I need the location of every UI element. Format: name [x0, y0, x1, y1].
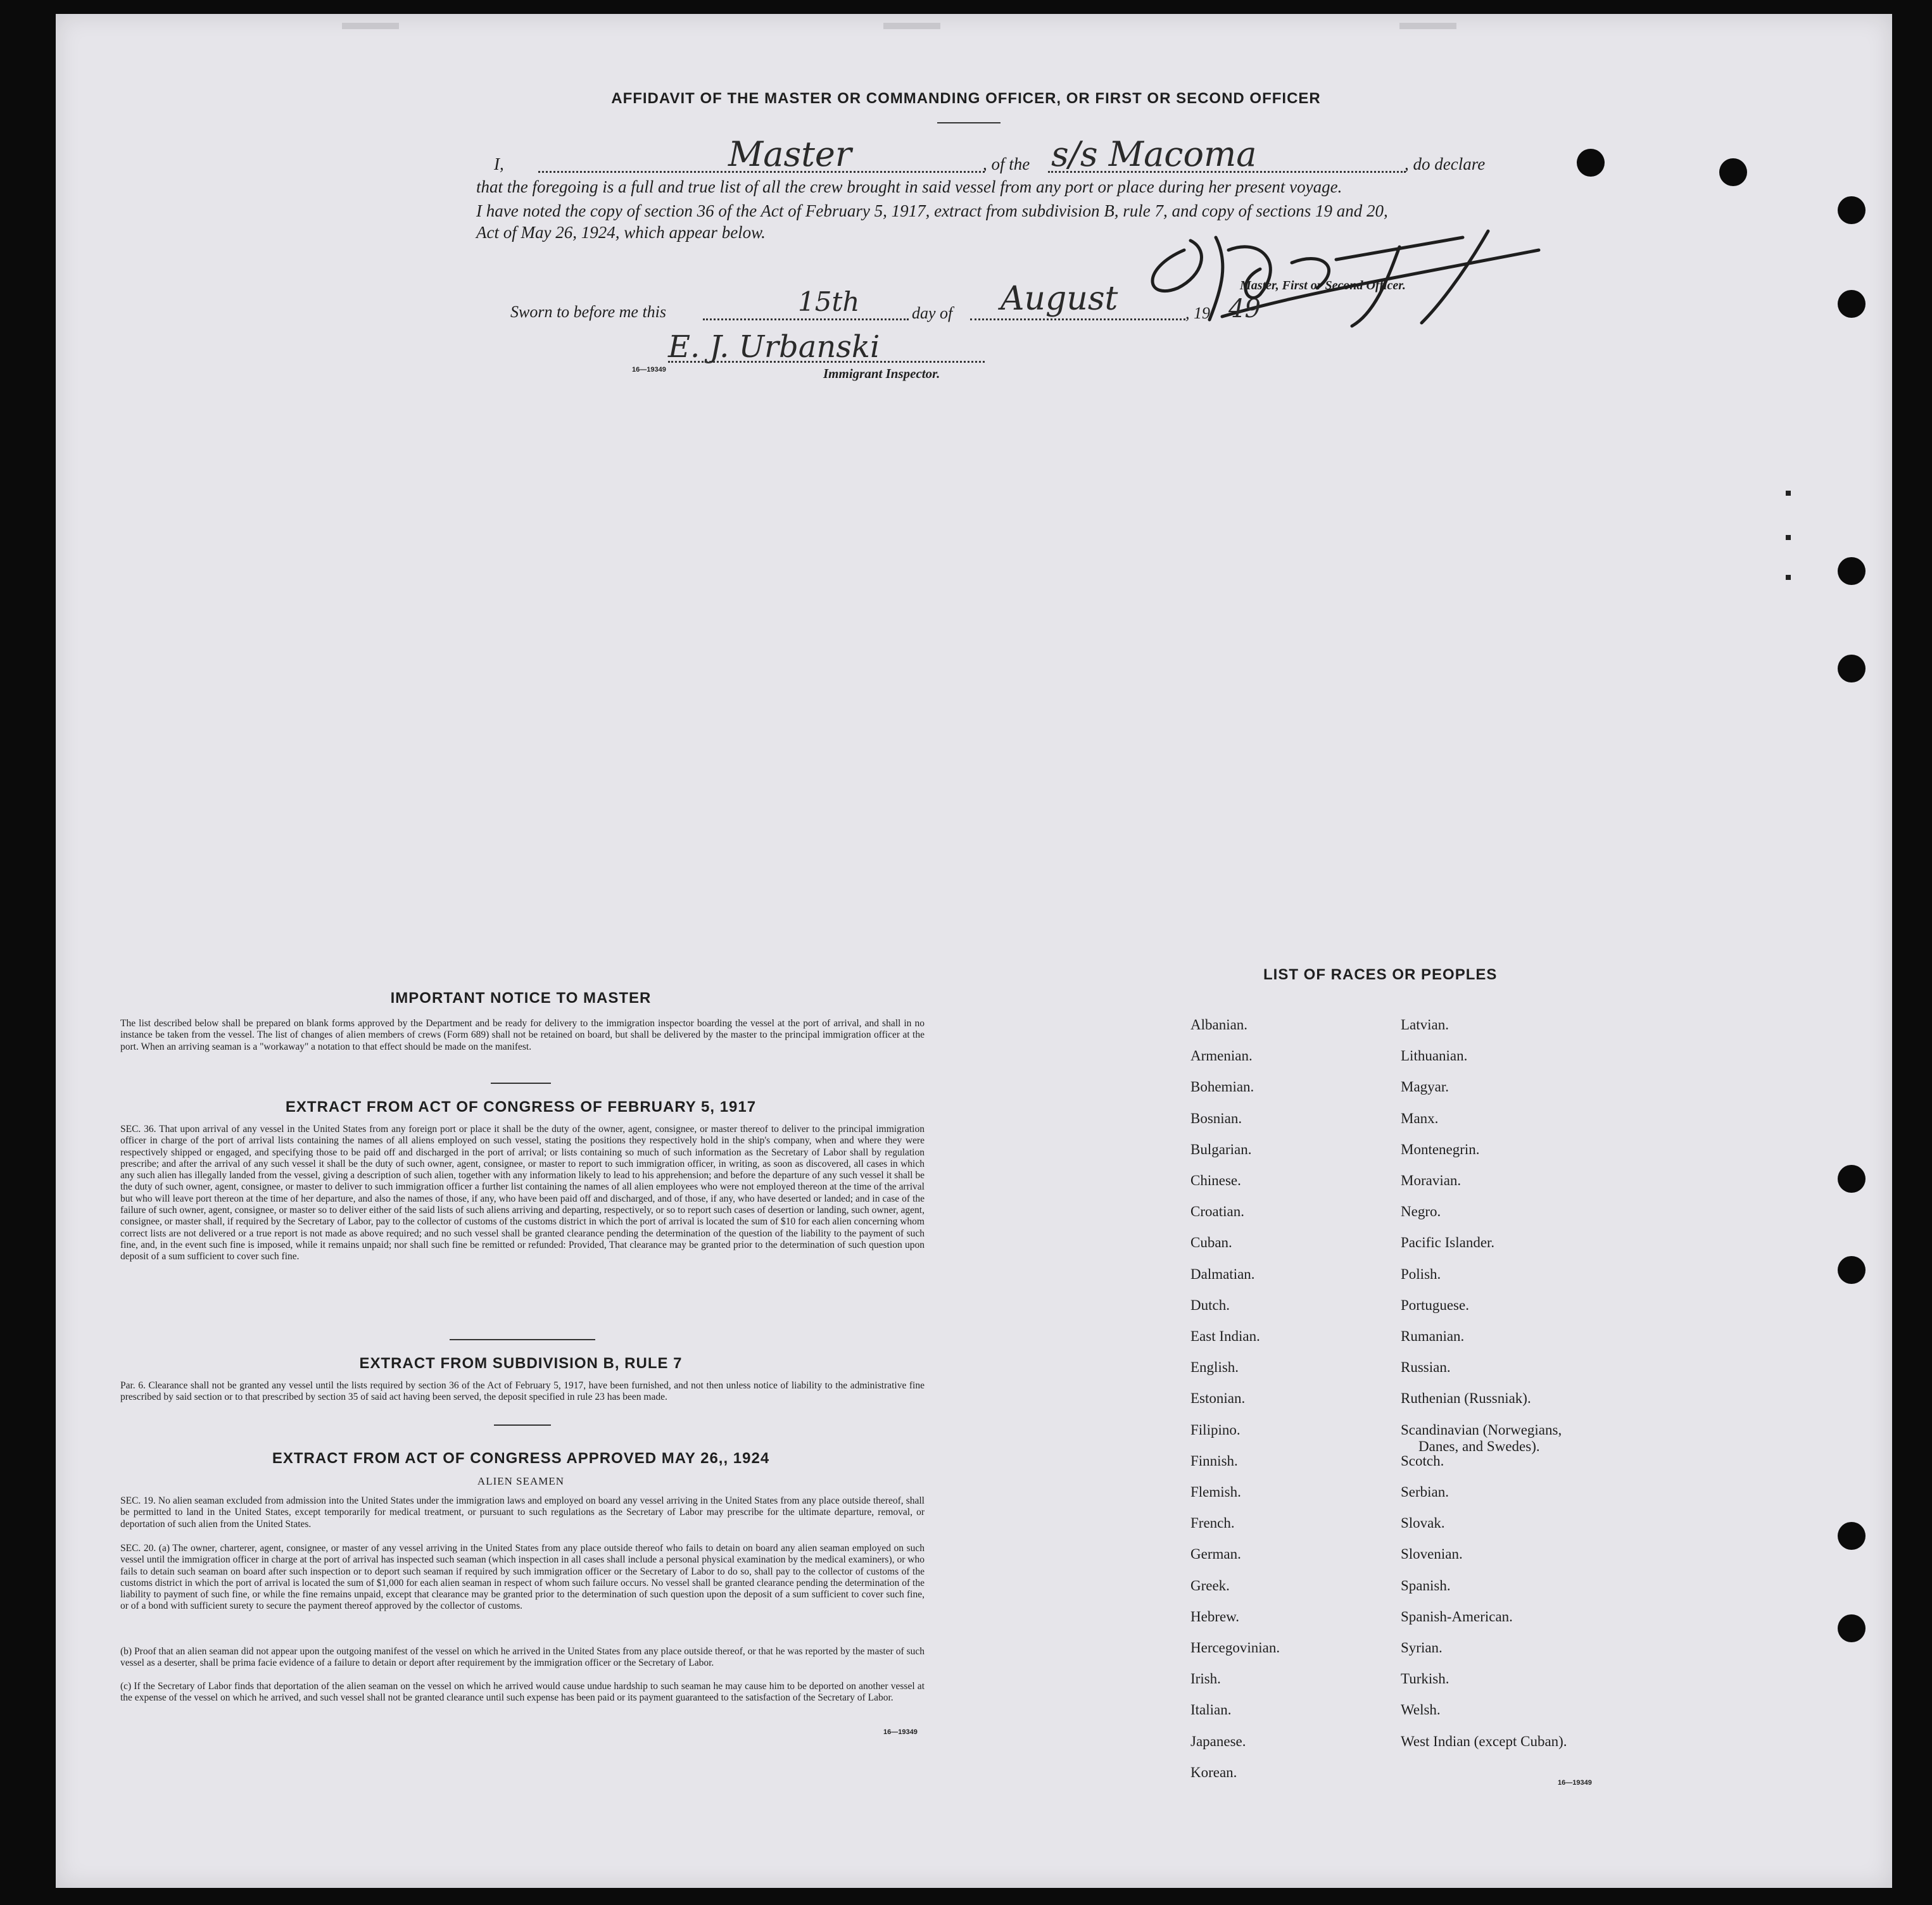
- year-label: , 19: [1185, 304, 1210, 322]
- punch-hole: [1577, 149, 1605, 177]
- race-item: Spanish.: [1401, 1577, 1451, 1594]
- rule7-text: Par. 6. Clearance shall not be granted any vessel until the lists required by section 36 of the Act of February 5, 1917, have been furnished, and not then unless notice of liability to the administrative fine prescribed by said section or to that prescribed by section 35 of said act having been served, the deposit specified in rule 23 has been made.: [120, 1380, 925, 1403]
- do-declare-label: , do declare: [1405, 154, 1486, 173]
- race-item: Turkish.: [1401, 1671, 1449, 1687]
- race-item: Ruthenian (Russniak).: [1401, 1390, 1531, 1407]
- race-item: Japanese.: [1190, 1733, 1246, 1749]
- section-rule: [494, 1424, 551, 1426]
- inspector-field-line: [668, 361, 985, 363]
- day-field-line: [703, 318, 909, 320]
- punch-hole: [1838, 1614, 1866, 1642]
- sworn-label: Sworn to before me this: [510, 303, 667, 321]
- punch-hole: [1719, 158, 1747, 186]
- race-item: Dalmatian.: [1190, 1266, 1255, 1282]
- punch-hole: [1838, 196, 1866, 224]
- sec20b-text: (b) Proof that an alien seaman did not appear upon the outgoing manifest of the vessel on which he arrived in the United States from any place outside thereof, or that he was reported by the master of such vessel as a deserter, shall be prima facie evidence of a failure to detain or deport after requirement by the immigration officer or the Secretary of Labor.: [120, 1646, 925, 1669]
- day-handwritten: 15th: [798, 286, 860, 317]
- race-item: West Indian (except Cuban).: [1401, 1733, 1567, 1749]
- signature-caption: Master, First or Second Officer.: [1240, 279, 1406, 292]
- race-item: Syrian.: [1401, 1640, 1443, 1656]
- top-mark: [342, 23, 399, 29]
- punch-hole: [1838, 1165, 1866, 1193]
- race-item: Russian.: [1401, 1359, 1451, 1376]
- race-item: Serbian.: [1401, 1484, 1449, 1500]
- race-item: Estonian.: [1190, 1390, 1246, 1407]
- sec20c-text: (c) If the Secretary of Labor finds that deportation of the alien seaman on the vessel on which he arrived would cause undue hardship to such seaman he may cause him to be deported on another vessel at the expense of the vessel on which he arrived, and such vessel shall not be granted clearance until such expense has been paid or its payment guaranteed to the satisfaction of the Secretary of Labor.: [120, 1681, 925, 1704]
- race-item: Pacific Islander.: [1401, 1235, 1495, 1251]
- section-rule: [450, 1339, 595, 1340]
- race-item: Welsh.: [1401, 1702, 1441, 1718]
- extract-1917-text: SEC. 36. That upon arrival of any vessel in the United States from any foreign port or place it shall be the duty of the owner, agent, consignee, or master thereof to deliver to the principal immigration officer in charge of the port of arrival lists containing the names of all aliens employed on such vessel, stating the positions they respectively hold in the ship's company, when and where they were respectively shipped or engaged, and specifying those to be paid off and discharged in the port of arrival; or lists containing so much of such information as the Secretary of Labor shall by regulation prescribe; and after the arrival of any such vessel it shall be the duty of such owner, agent, consignee, or master to report to such immigration officer, in writing, as soon as discovered, all cases in which any such alien has illegally landed from the vessel, giving a description of such alien, together with any information likely to lead to his apprehension; and before the departure of any such vessel it shall be the duty of such owner, agent, consignee, or master to deliver to such immigration officer a further list containing the names of all alien employees who were not employed thereon at the time of the arrival but who will leave port thereon at the time of her departure, and also the names of those, if any, who have been paid off and discharged, and of those, if any, who have deserted or landed; and in case of the failure of such owner, agent, consignee, or master so to deliver either of the said lists of such aliens arriving and departing, respectively, or so to report such cases of desertion or landing, such owner, agent, consignee, or master shall, if required by the Secretary of Labor, pay to the collector of customs of the customs district in which the port of arrival is located the sum of $10 for each alien concerning whom correct lists are not delivered or a true report is not made as above required; and no such vessel shall be granted clearance pending the determination of the question of the liability to the payment of such fine, and, in the event such fine is imposed, while it remains unpaid; nor shall such fine be remitted or refunded: Provided, That clearance may be granted prior to the determination of such question upon deposit of a sum sufficient to cover such fine.: [120, 1124, 925, 1262]
- top-mark: [883, 23, 940, 29]
- race-item: Rumanian.: [1401, 1328, 1465, 1344]
- month-field-line: [970, 318, 1185, 320]
- race-item: Croatian.: [1190, 1204, 1244, 1220]
- sec19-text: SEC. 19. No alien seaman excluded from admission into the United States under the immigration laws and employed on board any vessel arriving in the United States from any place outside thereof, shall be permitted to land in the United States, except temporarily for medical treatment, or pursuant to such regulations as the Secretary of Labor may prescribe for the ultimate departure, removal, or deportation of such alien from the United States.: [120, 1495, 925, 1530]
- races-title: LIST OF RACES OR PEOPLES: [1263, 966, 1498, 983]
- race-item: Polish.: [1401, 1266, 1441, 1282]
- race-item: Montenegrin.: [1401, 1141, 1480, 1157]
- race-item: Spanish-American.: [1401, 1608, 1513, 1625]
- race-item: Hebrew.: [1190, 1608, 1240, 1625]
- alien-seamen-subtitle: ALIEN SEAMEN: [477, 1475, 565, 1487]
- race-item: Bulgarian.: [1190, 1141, 1252, 1157]
- race-item: Negro.: [1401, 1204, 1441, 1220]
- race-item: Filipino.: [1190, 1421, 1241, 1438]
- vessel-handwritten: s/s Macoma: [1051, 134, 1257, 174]
- race-item: Flemish.: [1190, 1484, 1241, 1500]
- race-item: Armenian.: [1190, 1048, 1253, 1064]
- race-item: Scandinavian (Norwegians,: [1401, 1421, 1562, 1438]
- margin-mark: [1786, 575, 1791, 580]
- margin-mark: [1786, 535, 1791, 540]
- i-label: I,: [494, 154, 504, 173]
- affidavit-line-3: I have noted the copy of section 36 of the Act of February 5, 1917, extract from subdivision B, rule 7, and copy of sections 19 and 20,: [476, 201, 1388, 220]
- month-handwritten: August: [1001, 280, 1118, 318]
- race-item: Albanian.: [1190, 1017, 1248, 1033]
- extract-1917-title: EXTRACT FROM ACT OF CONGRESS OF FEBRUARY 5, 1917: [285, 1098, 757, 1116]
- master-handwritten: Master: [728, 134, 852, 174]
- inspector-caption: Immigrant Inspector.: [823, 366, 940, 381]
- inspector-signature: E. J. Urbanski: [668, 329, 880, 365]
- race-item: Danes, and Swedes).: [1418, 1438, 1540, 1454]
- punch-hole: [1838, 290, 1866, 318]
- rule7-title: EXTRACT FROM SUBDIVISION B, RULE 7: [359, 1355, 683, 1372]
- race-item: Moravian.: [1401, 1173, 1462, 1188]
- extract-1924-title: EXTRACT FROM ACT OF CONGRESS APPROVED MAY 26,, 1924: [272, 1450, 770, 1467]
- punch-hole: [1838, 1522, 1866, 1550]
- race-item: Slovak.: [1401, 1515, 1445, 1531]
- race-item: Bosnian.: [1190, 1110, 1242, 1126]
- race-item: Latvian.: [1401, 1017, 1449, 1033]
- punch-hole: [1838, 1256, 1866, 1284]
- section-rule: [491, 1083, 551, 1084]
- affidavit-line-4: Act of May 26, 1924, which appear below.: [476, 223, 766, 242]
- race-item: East Indian.: [1190, 1328, 1260, 1344]
- race-item: Finnish.: [1190, 1452, 1238, 1469]
- notice-text: The list described below shall be prepared on blank forms approved by the Department and be ready for delivery to the immigration inspector boarding the vessel at the port of arrival, and shall in no instance be taken from the vessel. The list of changes of alien members of crews (Form 689) shall not be retained on board, but shall be delivered by the master to the principal immigration officer at the port. When an arriving seaman is a "workaway" a notation to that effect should be made on the manifest.: [120, 1018, 925, 1052]
- race-item: Irish.: [1190, 1671, 1221, 1687]
- race-item: Hercegovinian.: [1190, 1640, 1280, 1656]
- notice-title: IMPORTANT NOTICE TO MASTER: [390, 990, 652, 1007]
- race-item: Italian.: [1190, 1702, 1232, 1718]
- race-item: French.: [1190, 1515, 1235, 1531]
- form-number: 16—19349: [1558, 1779, 1592, 1787]
- race-item: Bohemian.: [1190, 1079, 1254, 1095]
- race-item: Manx.: [1401, 1110, 1439, 1126]
- form-number: 16—19349: [632, 366, 666, 374]
- affidavit-line-2: that the foregoing is a full and true list of all the crew brought in said vessel from any port or place during her present voyage.: [476, 177, 1342, 196]
- margin-mark: [1786, 491, 1791, 496]
- of-the-label: , of the: [983, 154, 1030, 173]
- race-item: Greek.: [1190, 1577, 1230, 1594]
- title-rule: [937, 122, 1001, 123]
- race-item: Lithuanian.: [1401, 1048, 1468, 1064]
- race-item: English.: [1190, 1359, 1239, 1376]
- affidavit-title: AFFIDAVIT OF THE MASTER OR COMMANDING OFFICER, OR FIRST OR SECOND OFFICER: [611, 90, 1321, 107]
- race-item: Korean.: [1190, 1764, 1237, 1780]
- year-handwritten: 49: [1228, 294, 1261, 324]
- race-item: Cuban.: [1190, 1235, 1232, 1251]
- race-item: Dutch.: [1190, 1297, 1230, 1313]
- race-item: Magyar.: [1401, 1079, 1449, 1095]
- race-item: Scotch.: [1401, 1452, 1444, 1469]
- punch-hole: [1838, 557, 1866, 585]
- race-item: Slovenian.: [1401, 1546, 1463, 1562]
- race-item: German.: [1190, 1546, 1241, 1562]
- punch-hole: [1838, 655, 1866, 682]
- day-of-label: day of: [912, 304, 953, 322]
- sec20a-text: SEC. 20. (a) The owner, charterer, agent, consignee, or master of any vessel arriving in the United States from any place outside thereof who fails to detain on board any alien seaman employed on such vessel until the immigration officer in charge at the port of arrival has inspected such seaman (which inspection in all cases shall include a personal physical examination by the medical examiners), or who fails to detain such seaman on board after such inspection or to deport such seaman if required by such immigration officer or the Secretary of Labor to do so, shall pay to the collector of customs of the customs district in which the port of arrival is located the sum of $1,000 for each alien seaman in respect of whom such failure occurs. No vessel shall be granted clearance pending the determination of the liability to payment of such fine, or while the fine remains unpaid, except that clearance may be granted prior to the determination of such question upon the deposit of a sum sufficient to cover such fine, or of a bond with sufficient surety to secure the payment thereof approved by the collector of customs.: [120, 1543, 925, 1612]
- race-item: Chinese.: [1190, 1173, 1241, 1188]
- race-item: Portuguese.: [1401, 1297, 1469, 1313]
- form-number: 16—19349: [883, 1728, 918, 1736]
- top-mark: [1399, 23, 1456, 29]
